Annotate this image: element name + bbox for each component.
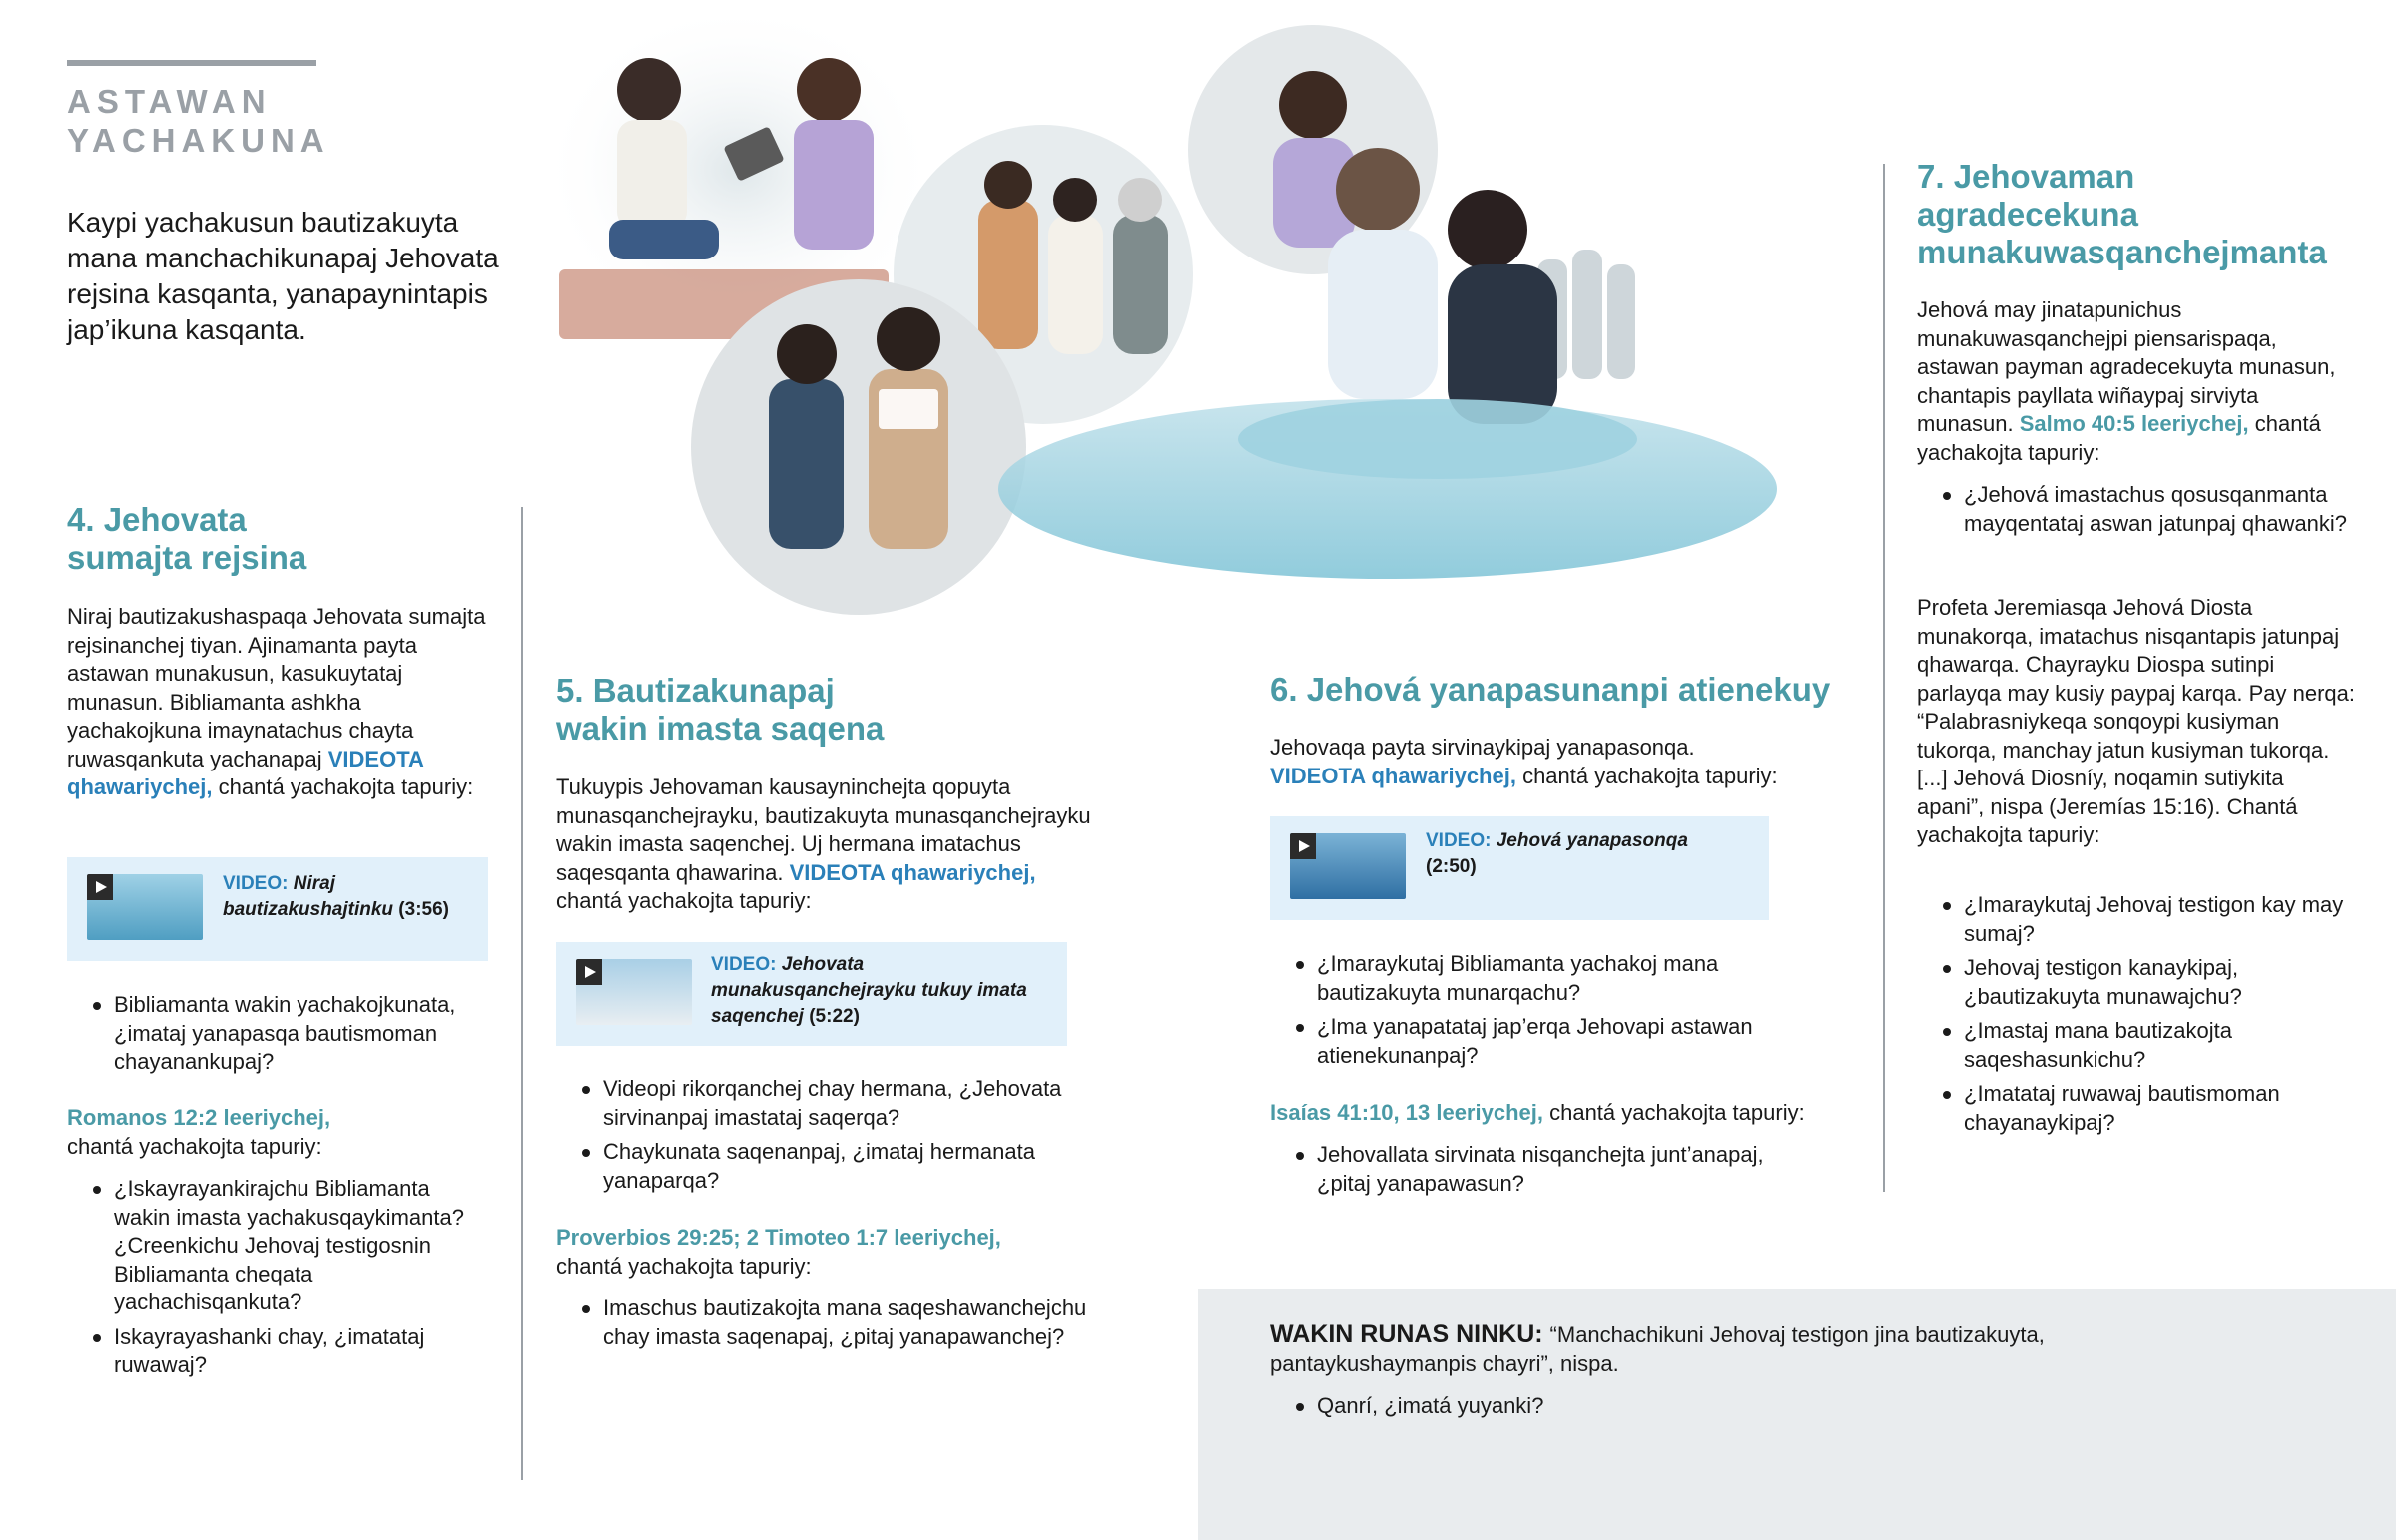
list-item: ¿Iskayrayankirajchu Bibliamanta wakin imasta yachakusqaykimanta? ¿Creenkichu Jehovaj testigosnin Bibliamanta cheqata yachachisqankuta?: [67, 1175, 486, 1317]
section5-paragraph: Tukuypis Jehovaman kausayninchejta qopuyta munasqanchejrayku, bautizakuyta munasqanchejrayku wakin imasta saqenchej. Uj hermana imatachus saqesqanta qhawarina. VIDEOTA qhawariychej, chantá yachakojta tapuriy:: [556, 774, 1091, 913]
play-icon[interactable]: [87, 874, 113, 900]
list-item: Jehovaj testigon kanaykipaj, ¿bautizakuyta munawajchu?: [1917, 954, 2356, 1011]
section7-questions: [1917, 481, 2356, 544]
section6-questions-2: [1270, 1141, 1789, 1204]
play-icon[interactable]: [1290, 833, 1316, 859]
video-card-section6[interactable]: [1270, 816, 1769, 920]
video-card-section4[interactable]: [67, 857, 488, 961]
list-item: ¿Imaraykutaj Bibliamanta yachakoj mana bautizakuyta munarqachu?: [1270, 950, 1789, 1007]
column-divider-1: [521, 507, 523, 1480]
section7-paragraph-2: Profeta Jeremiasqa Jehová Diosta munakorqa, imatachus nisqantapis jatunpaj qhawarqa. Chayrayku Diospa sutinpi parlayqa may kusiy paypaj karqa. Pay nerqa: “Palabrasniykeqa sonqoypi kusiyman tukorqa, manchay jatun kusiyman tukorqa. [...] Jehová Diosníy, noqamin sutiykita apani”, nispa (Jeremías 15:16). Chantá yachakojta tapuriy:: [1917, 595, 2356, 847]
play-icon[interactable]: [576, 959, 602, 985]
video-thumbnail[interactable]: [576, 959, 692, 1025]
list-item: Chaykunata saqenanpaj, ¿imataj hermanata yanaparqa?: [556, 1138, 1115, 1195]
objection-question: [1270, 1392, 2168, 1427]
list-item: ¿Jehová imastachus qosusqanmanta mayqentataj aswan jatunpaj qhawanki?: [1917, 481, 2356, 538]
section6-paragraph: Jehovaqa payta sirvinaykipaj yanapasonqa. VIDEOTA qhawariychej, chantá yachakojta tapuriy:: [1270, 735, 1778, 788]
section4-questions: [67, 991, 486, 1083]
list-item: ¿Ima yanapatataj jap’erqa Jehovapi astawan atienekunanpaj?: [1270, 1013, 1789, 1070]
video-thumbnail[interactable]: [87, 874, 203, 940]
video-link[interactable]: VIDEOTA qhawariychej,: [1270, 763, 1516, 788]
list-item: ¿Imaraykutaj Jehovaj testigon kay may sumaj?: [1917, 891, 2356, 948]
section6-reference: Isaías 41:10, 13 leeriychej, chantá yachakojta tapuriy:: [1270, 1100, 1805, 1125]
section4-heading: 4. Jehovata sumajta rejsina: [67, 501, 307, 576]
list-item: ¿Imastaj mana bautizakojta saqeshasunkichu?: [1917, 1017, 2356, 1074]
list-item: Qanrí, ¿imatá yuyanki?: [1270, 1392, 2168, 1421]
video-thumbnail[interactable]: [1290, 833, 1406, 899]
section6-heading: 6. Jehová yanapasunanpi atienekuy: [1270, 671, 1831, 708]
section7-paragraph: Jehová may jinatapunichus munakuwasqanchejpi piensarispaqa, astawan payman agradecekuyta munasun, chantapis payllata wiñaypaj sirviyta munasun. Salmo 40:5 leeriychej, chantá yachakojta tapuriy:: [1917, 297, 2336, 465]
intro-text: Kaypi yachakusun bautizakuyta mana manchachikunapaj Jehovata rejsina kasqanta, yanapaynintapis jap’ikuna kasqanta.: [67, 207, 499, 345]
video-caption: VIDEO: Jehová yanapasonqa (2:50): [1426, 830, 1688, 877]
section5-questions-2: [556, 1294, 1115, 1357]
section4-reference: Romanos 12:2 leeriychej, chantá yachakojta tapuriy:: [67, 1105, 331, 1159]
video-caption: VIDEO: Niraj bautizakushajtinku (3:56): [223, 873, 449, 920]
section5-questions: [556, 1075, 1115, 1201]
illustration-collage: [539, 20, 1777, 619]
section5-reference: Proverbios 29:25; 2 Timoteo 1:7 leeriychej, chantá yachakojta tapuriy:: [556, 1225, 1001, 1279]
video-caption: VIDEO: Jehovata munakusqanchejrayku tukuy imata saqenchej (5:22): [711, 954, 1027, 1027]
column-divider-2: [1883, 164, 1885, 1192]
top-rule: [67, 60, 316, 66]
section5-heading: 5. Bautizakunapaj wakin imasta saqena: [556, 672, 885, 747]
objection-text: WAKIN RUNAS NINKU: “Manchachikuni Jehovaj testigon jina bautizakuyta, pantaykushaymanpis chayri”, nispa.: [1270, 1320, 2045, 1376]
section4-paragraph: Niraj bautizakushaspaqa Jehovata sumajta rejsinanchej tiyan. Ajinamanta payta astawan munakusun, kasukuytataj munasun. Bibliamanta ashkha yachakojkuna imaynatachus chayta ruwasqankuta yachanapaj VIDEOTA qhawariychej, chantá yachakojta tapuriy:: [67, 604, 486, 799]
video-card-section5[interactable]: [556, 942, 1067, 1046]
list-item: ¿Imatataj ruwawaj bautismoman chayanaykipaj?: [1917, 1080, 2356, 1137]
section7-heading: 7. Jehovaman agradecekuna munakuwasqanchejmanta: [1917, 158, 2327, 270]
list-item: Imaschus bautizakojta mana saqeshawanchejchu chay imasta saqenapaj, ¿pitaj yanapawanchej?: [556, 1294, 1115, 1351]
section4-questions-2: [67, 1175, 486, 1386]
video-link[interactable]: VIDEOTA qhawariychej,: [783, 859, 1036, 885]
list-item: Iskayrayashanki chay, ¿imatataj ruwawaj?: [67, 1323, 486, 1380]
list-item: Videopi rikorqanchej chay hermana, ¿Jehovata sirvinanpaj imastataj saqerqa?: [556, 1075, 1115, 1132]
section6-questions: [1270, 950, 1789, 1076]
circle-workplace-scene: [691, 279, 1026, 615]
list-item: Jehovallata sirvinata nisqanchejta junt’anapaj, ¿pitaj yanapawasun?: [1270, 1141, 1789, 1198]
list-item: Bibliamanta wakin yachakojkunata, ¿imataj yanapasqa bautismoman chayanankupaj?: [67, 991, 486, 1077]
video-link[interactable]: VIDEOTA qhawariychej,: [67, 746, 424, 799]
kicker-title: ASTAWAN YACHAKUNA: [67, 83, 330, 159]
section7-questions-2: [1917, 891, 2356, 1143]
